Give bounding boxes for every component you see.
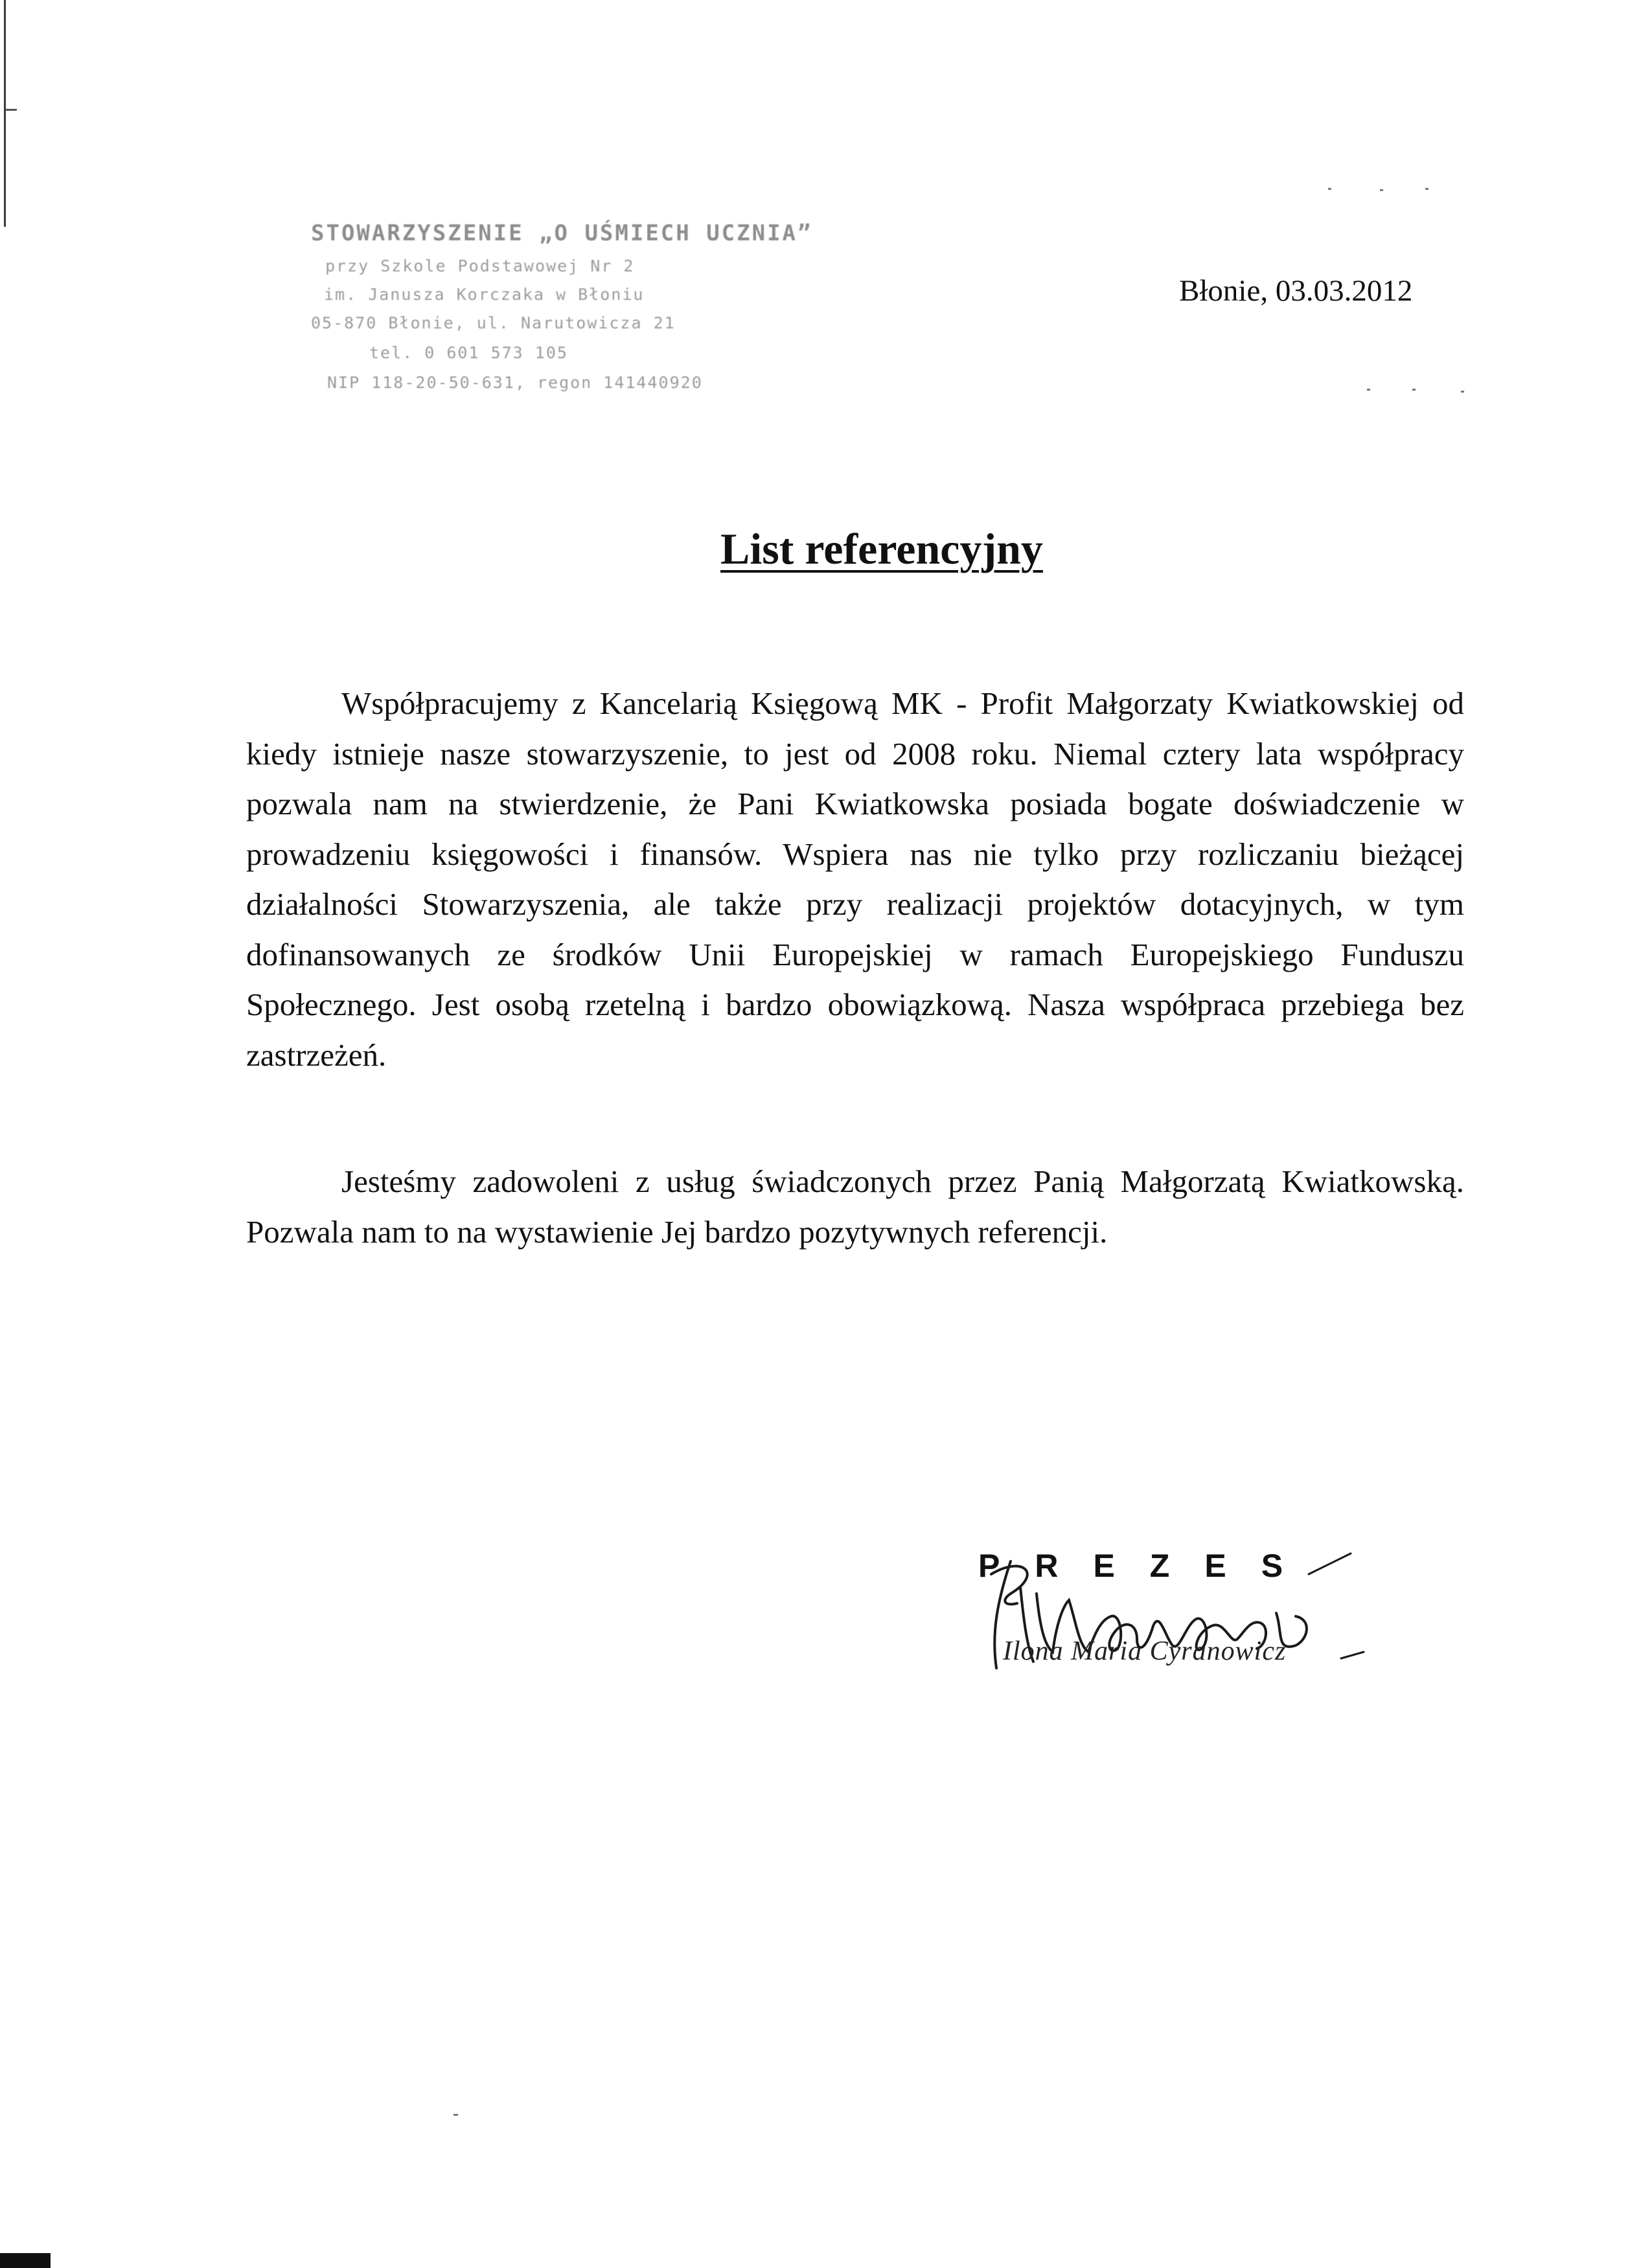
letter-date: Błonie, 03.03.2012 [1179, 274, 1413, 308]
scan-edge-tick [5, 109, 17, 111]
body-paragraph: Jesteśmy zadowoleni z usług świadczonych przez Panią Małgorzatą Kwiatkowską. Pozwala nam to na wystawienie Jej bardzo pozytywnych referencji. [246, 1163, 1464, 1250]
scan-edge-line [4, 0, 6, 227]
body-paragraph: Współpracujemy z Kancelarią Księgową MK - Profit Małgorzaty Kwiatkowskiej od kiedy istnieje nasze stowarzyszenie, to jest od 2008 roku. Niemal cztery lata współpracy pozwala nam na stwierdzenie, że Pani Kwiatkowska posiada bogate doświadczenie w prowadzeniu księgowości i finansów. Wspiera nas nie tylko przy rozliczaniu bieżącej działalności Stowarzyszenia, ale także przy realizacji projektów dotacyjnych, w tym dofinansowanych ze środków Unii Europejskiej w ramach Europejskiego Funduszu Społecznego. Jest osobą rzetelną i bardzo obowiązkową. Nasza współpraca przebiega bez zastrzeżeń. [246, 685, 1464, 1073]
scan-dot [1412, 389, 1416, 391]
association-stamp [304, 220, 813, 415]
scan-corner-mark [0, 2253, 51, 2268]
stamp-line-nip: NIP 118-20-50-631, regon 141440920 [327, 373, 703, 392]
scan-dot [1328, 188, 1331, 190]
stamp-line-name: STOWARZYSZENIE „O UŚMIECH UCZNIA” [311, 220, 813, 246]
letter-title: List referencyjny [720, 524, 1043, 573]
signature-role: PREZES [978, 1548, 1318, 1584]
signature-name: Ilona Maria Cyranowicz [1003, 1636, 1287, 1666]
scan-dot [1461, 391, 1464, 393]
scan-dot [1425, 188, 1428, 190]
scan-dot [1380, 189, 1383, 191]
stamp-line-patron: im. Janusza Korczaka w Błoniu [324, 285, 645, 304]
stamp-line-address: 05-870 Błonie, ul. Narutowicza 21 [311, 314, 676, 332]
scan-dot [453, 2114, 458, 2116]
stamp-line-school: przy Szkole Podstawowej Nr 2 [325, 257, 635, 275]
scan-dot [1367, 389, 1370, 391]
stamp-line-phone: tel. 0 601 573 105 [369, 343, 568, 362]
